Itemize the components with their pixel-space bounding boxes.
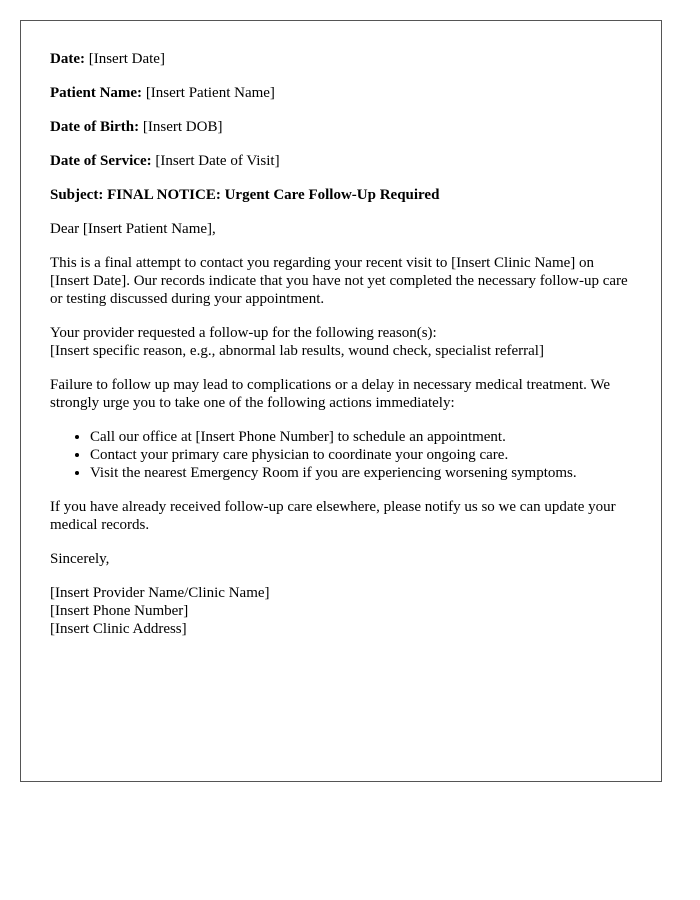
date-of-service-label: Date of Service: [50, 153, 152, 169]
patient-name-value: [Insert Patient Name] [142, 85, 275, 101]
date-of-service-field [50, 152, 632, 170]
list-item: • Visit the nearest Emergency Room if you are experiencing worsening symptoms. [90, 464, 632, 482]
dob-label: Date of Birth: [50, 119, 140, 135]
paragraph-warning: Failure to follow up may lead to complications or a delay in necessary medical treatment. We strongly urge you to take one of the following actions immediately: [50, 377, 611, 411]
paragraph-already-received: If you have already received follow-up care elsewhere, please notify us so we can update your medical records. [50, 499, 616, 533]
clinic-address: [Insert Clinic Address] [50, 621, 187, 637]
signature-block [50, 584, 632, 638]
list-item: • Call our office at [Insert Phone Number] to schedule an appointment. [90, 428, 632, 446]
reason-placeholder: [Insert specific reason, e.g., abnormal lab results, wound check, specialist referral] [50, 343, 544, 359]
paragraph-final-attempt: This is a final attempt to contact you regarding your recent visit to [Insert Clinic Name] on [Insert Date]. Our records indicate that you have not yet completed the necessary follow-up care or testing discussed during your appointment. [50, 255, 628, 307]
subject-line: Subject: FINAL NOTICE: Urgent Care Follow-Up Required [50, 187, 440, 203]
patient-name-field [50, 84, 632, 102]
action-list [50, 428, 632, 482]
provider-phone: [Insert Phone Number] [50, 603, 189, 619]
date-value: [Insert Date] [84, 51, 165, 67]
paragraph-reason [50, 324, 632, 360]
dob-value: [Insert DOB] [139, 119, 223, 135]
list-item: • Contact your primary care physician to coordinate your ongoing care. [90, 446, 632, 464]
provider-name: [Insert Provider Name/Clinic Name] [50, 585, 270, 601]
salutation: Dear [Insert Patient Name], [50, 221, 216, 237]
date-label: Date: [50, 51, 85, 67]
dob-field [50, 118, 632, 136]
patient-name-label: Patient Name: [50, 85, 143, 101]
date-field [50, 50, 632, 68]
signoff: Sincerely, [50, 551, 110, 567]
date-of-service-value: [Insert Date of Visit] [151, 153, 280, 169]
reason-intro: Your provider requested a follow-up for the following reason(s): [50, 325, 437, 341]
letter-page [20, 20, 662, 782]
